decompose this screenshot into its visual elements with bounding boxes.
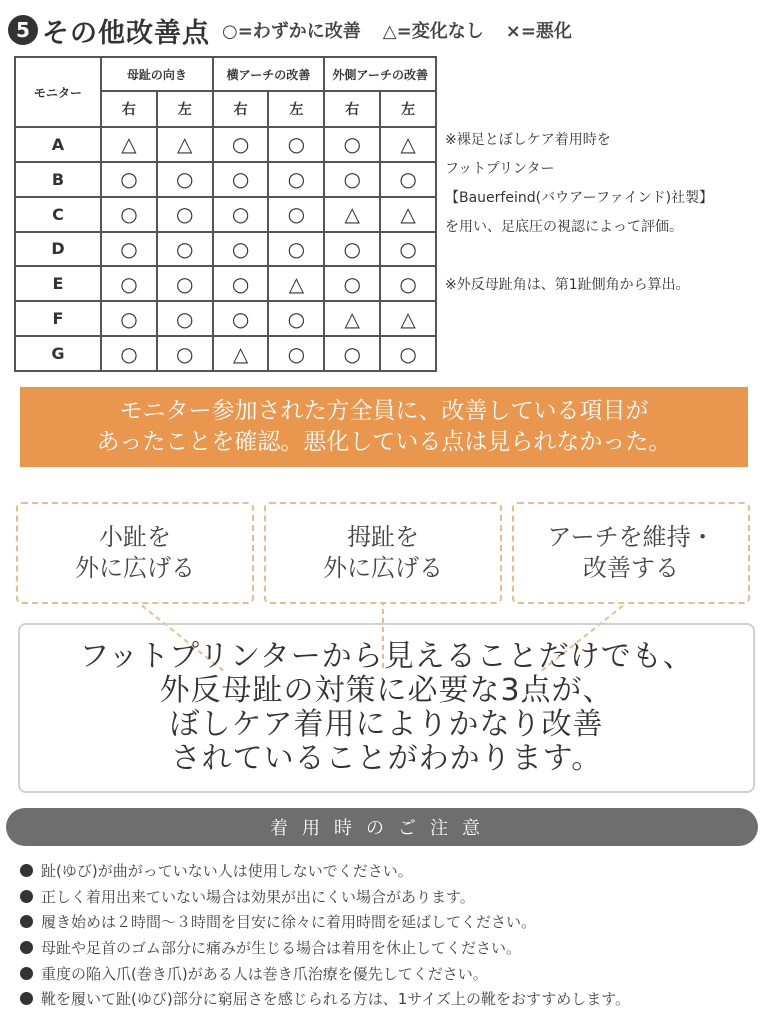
- result-mark: ○: [213, 266, 269, 301]
- subheader-left: 左: [157, 91, 213, 127]
- caution-text: 母趾や足首のゴム部分に痛みが生じる場合は着用を休止してください。: [41, 939, 522, 958]
- group-header-transverse-arch: 横アーチの改善: [213, 57, 325, 91]
- caution-heading: 着用時のご注意: [6, 808, 758, 846]
- caution-text: 正しく着用出来ていない場合は効果が出にくい場合があります。: [41, 887, 475, 906]
- result-mark: △: [380, 127, 436, 162]
- result-mark: ○: [380, 336, 436, 371]
- result-mark: ○: [213, 301, 269, 336]
- result-mark: ○: [324, 232, 380, 267]
- list-item: [20, 986, 765, 1012]
- result-mark: ○: [213, 162, 269, 197]
- result-mark: ○: [380, 232, 436, 267]
- result-mark: ○: [157, 162, 213, 197]
- result-mark: ○: [213, 232, 269, 267]
- note-line: フットプリンター: [445, 161, 555, 177]
- list-item: [20, 909, 765, 935]
- box-line: 改善する: [583, 554, 679, 582]
- caution-text: 重度の陥入爪(巻き爪)がある人は巻き爪治療を優先してください。: [41, 964, 488, 983]
- caution-text: 趾(ゆび)が曲がっていない人は使用しないでください。: [41, 862, 413, 881]
- section-title: その他改善点: [42, 17, 210, 49]
- box-line: 小趾を: [99, 523, 171, 551]
- summary-line: ぼしケア着用によりかなり改善: [169, 707, 604, 742]
- list-item: [20, 858, 765, 884]
- result-mark: ○: [157, 232, 213, 267]
- bullet-icon: [20, 890, 33, 903]
- summary-line: 外反母趾の対策に必要な3点が、: [159, 673, 614, 708]
- row-label: D: [15, 232, 101, 267]
- row-label: G: [15, 336, 101, 371]
- legend-no-change: △=変化なし: [382, 21, 484, 42]
- result-mark: ○: [380, 266, 436, 301]
- result-mark: ○: [268, 336, 324, 371]
- bullet-icon: [20, 864, 33, 877]
- result-mark: ○: [101, 266, 157, 301]
- row-label: E: [15, 266, 101, 301]
- result-mark: △: [101, 127, 157, 162]
- note-line: ※裸足とぼしケア着用時を: [445, 132, 611, 148]
- bullet-icon: [20, 941, 33, 954]
- summary-box: [18, 623, 755, 793]
- result-mark: △: [380, 197, 436, 232]
- caution-text: 履き始めは２時間～３時間を目安に徐々に着用時間を延ばしてください。: [41, 913, 537, 932]
- box-line: アーチを維持・: [547, 523, 715, 551]
- point-box-big-toe: [264, 502, 502, 604]
- caution-list: [20, 858, 765, 1012]
- result-mark: △: [380, 301, 436, 336]
- result-mark: ○: [101, 232, 157, 267]
- list-item: [20, 935, 765, 961]
- result-mark: ○: [101, 336, 157, 371]
- row-label: A: [15, 127, 101, 162]
- list-item: [20, 884, 765, 910]
- result-mark: ○: [380, 162, 436, 197]
- point-box-little-toe: [16, 502, 254, 604]
- note-line: 【Bauerfeind(バウアーファインド)社製】: [445, 190, 714, 206]
- summary-line: フットプリンターから見えることだけでも、: [79, 639, 694, 674]
- result-mark: ○: [268, 232, 324, 267]
- result-mark: ○: [101, 197, 157, 232]
- result-mark: ○: [324, 127, 380, 162]
- result-mark: ○: [157, 301, 213, 336]
- result-mark: ○: [268, 197, 324, 232]
- result-mark: ○: [213, 127, 269, 162]
- result-mark: △: [324, 197, 380, 232]
- banner-line: モニター参加された方全員に、改善している項目が: [119, 398, 649, 424]
- subheader-right: 右: [101, 91, 157, 127]
- subheader-left: 左: [380, 91, 436, 127]
- group-header-big-toe-direction: 母趾の向き: [101, 57, 213, 91]
- bullet-icon: [20, 992, 33, 1005]
- subheader-right: 右: [324, 91, 380, 127]
- note-line: を用い、足底圧の視認によって評価。: [445, 219, 683, 235]
- summary-line: されていることがわかります。: [170, 741, 603, 776]
- subheader-right: 右: [213, 91, 269, 127]
- result-mark: △: [213, 336, 269, 371]
- result-mark: ○: [101, 162, 157, 197]
- list-item: [20, 960, 765, 986]
- result-mark: ○: [324, 336, 380, 371]
- legend-worse: ×=悪化: [505, 21, 572, 42]
- legend-improved: ○=わずかに改善: [222, 21, 361, 42]
- result-mark: ○: [324, 162, 380, 197]
- result-mark: △: [157, 127, 213, 162]
- result-mark: ○: [268, 162, 324, 197]
- row-label: B: [15, 162, 101, 197]
- result-mark: ○: [157, 197, 213, 232]
- result-mark: ○: [157, 336, 213, 371]
- point-box-arch: [512, 502, 750, 604]
- row-label: C: [15, 197, 101, 232]
- bullet-icon: [20, 915, 33, 928]
- group-header-lateral-arch: 外側アーチの改善: [324, 57, 436, 91]
- row-label: F: [15, 301, 101, 336]
- result-mark: ○: [268, 127, 324, 162]
- result-mark: ○: [268, 301, 324, 336]
- result-mark: △: [324, 301, 380, 336]
- box-line: 拇趾を: [347, 523, 419, 551]
- result-mark: ○: [157, 266, 213, 301]
- result-mark: ○: [101, 301, 157, 336]
- subheader-left: 左: [268, 91, 324, 127]
- bullet-icon: [20, 967, 33, 980]
- banner-line: あったことを確認。悪化している点は見られなかった。: [96, 429, 672, 455]
- result-mark: ○: [213, 197, 269, 232]
- result-mark: △: [268, 266, 324, 301]
- box-line: 外に広げる: [323, 554, 443, 582]
- box-line: 外に広げる: [75, 554, 195, 582]
- section-number-badge: 5: [8, 15, 38, 45]
- monitor-column-header: モニター: [15, 57, 101, 127]
- caution-text: 靴を履いて趾(ゆび)部分に窮屈さを感じられる方は、1サイズ上の靴をおすすめします。: [41, 990, 631, 1009]
- result-mark: ○: [324, 266, 380, 301]
- note-line: ※外反母趾角は、第1趾側角から算出。: [445, 277, 690, 293]
